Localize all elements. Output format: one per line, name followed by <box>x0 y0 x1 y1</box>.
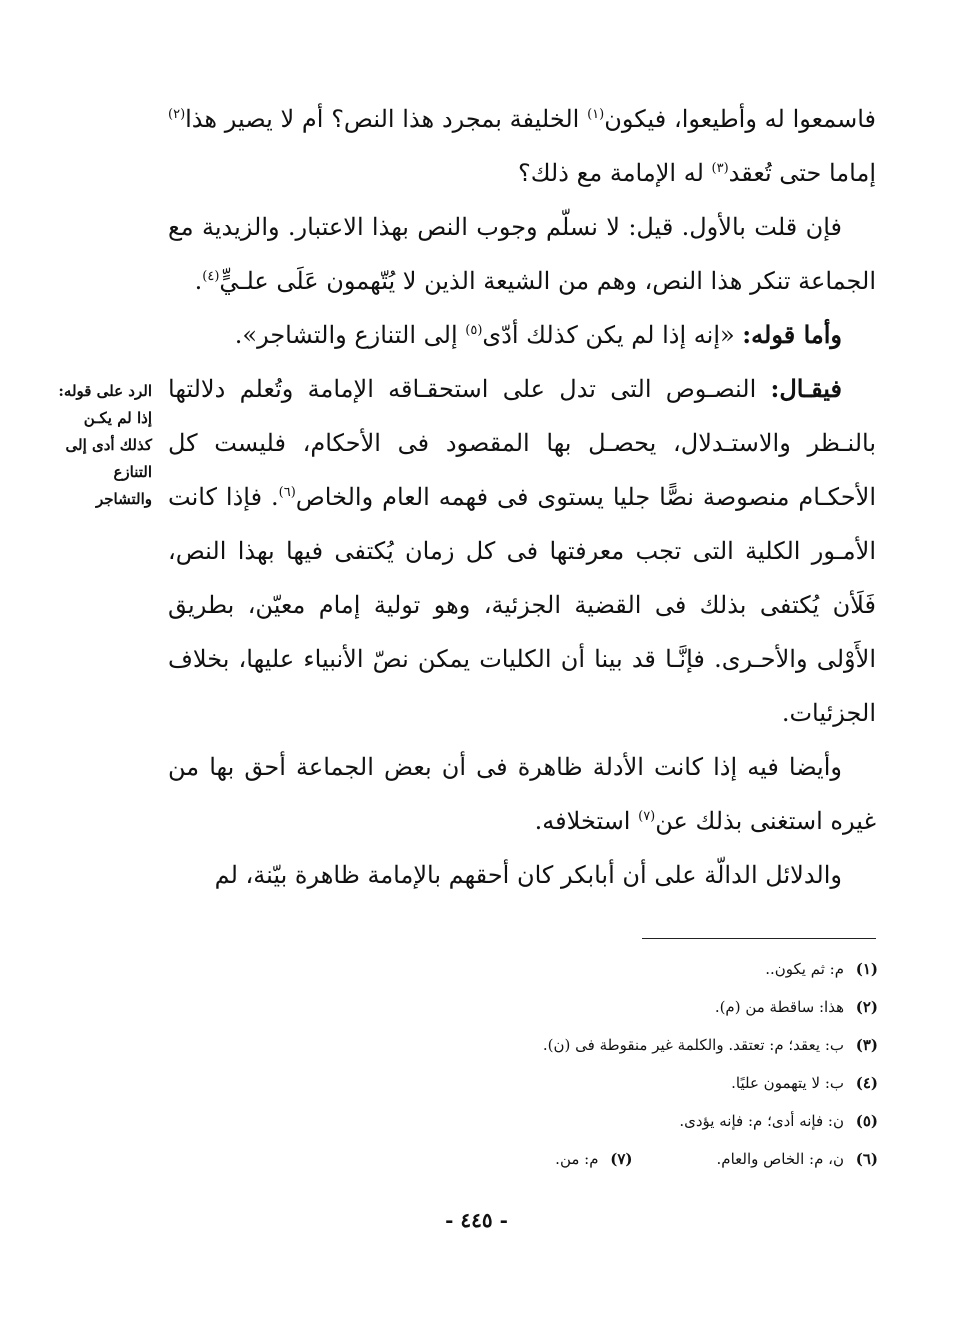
footnote-ref-5: (٥) <box>465 323 483 338</box>
margin-note-line: والتشاجر <box>95 490 152 508</box>
text-run: والدلائل الدالّة على أن أبابكر كان أحقهم بالإمامة ظاهرة بيّنة، لم <box>214 861 842 889</box>
footnote-7 <box>555 1140 632 1178</box>
text-run: . فإذا كانت الأمـور الكلية التى تجب معرفتها فى كل زمان يُكتفى فيها بهذا النص، فَلَأن يُكتفى بذلك فى القضية الجزئية، وهو تولية إمام معيّن، بطريق الأَوْلى والأحـرى. فإنَّـا قد بينا أن الكليات يمكن نصّ الأنبياء عليها، بخلاف الجزئيات. <box>168 483 876 727</box>
footnote-text: ب: لا يتهمون عليًا. <box>731 1074 844 1092</box>
text-run: إماما حتى تُعقد <box>728 159 876 187</box>
footnote-number: (٤) <box>855 1074 878 1092</box>
margin-note-line: التنازع <box>113 463 152 481</box>
footnote-text: م: من. <box>555 1150 599 1168</box>
footnote-text: هذا: ساقطة من (م). <box>714 998 844 1016</box>
paragraph-1 <box>168 92 876 200</box>
margin-note-line: الرد على قوله: <box>58 382 152 400</box>
footnotes <box>420 950 878 1178</box>
paragraph-5 <box>168 740 876 848</box>
footnote-ref-2: (٢) <box>168 107 186 122</box>
footnote-ref-1: (١) <box>587 107 605 122</box>
footnote-number: (٢) <box>855 998 878 1016</box>
footnote-text: ب: يعقد؛ م: تعتقد. والكلمة غير منقوطة فى (ن). <box>542 1036 844 1054</box>
footnote-number: (٦) <box>855 1150 878 1168</box>
margin-note-line: إذا لم يكـن <box>83 409 152 427</box>
paragraph-3 <box>168 308 876 362</box>
text-run: النصـوص التى تدل على استحقـاقه الإمامة وتُعلم دلالتها بالنـظر والاستـدلال، يحصـل بها المقصود فى الأحكام، فليست كل الأحكـام منصوصة نصًّا جليا يستوى فى فهمه العام والخاص <box>168 375 877 511</box>
paragraph-4 <box>168 362 876 740</box>
lead-phrase: وأما قوله: <box>742 320 842 349</box>
main-text <box>168 92 876 902</box>
margin-note <box>40 378 152 513</box>
footnote-5 <box>420 1102 878 1140</box>
text-run: فإن قلت بالأول. قيل: لا نسلّم وجوب النص بهذا الاعتبار. والزيدية مع الجماعة تنكر هذا النص، وهم من الشيعة الذين لا يُتّهمون عَلَى علـيٍّ <box>168 213 876 295</box>
footnote-3 <box>420 1026 878 1064</box>
margin-note-line: كذلك أدى إلى <box>65 436 152 454</box>
footnote-ref-4: (٤) <box>202 269 220 284</box>
footnote-text: م: ثم يكون.. <box>765 960 844 978</box>
text-run: إلى التنازع والتشاجر». <box>234 321 466 349</box>
footnote-ref-3: (٣) <box>711 161 729 176</box>
lead-phrase: فيقـال: <box>770 374 842 403</box>
footnote-text: ن، م: الخاص والعام. <box>716 1150 844 1168</box>
footnote-number: (١) <box>855 960 878 978</box>
footnote-4 <box>420 1064 878 1102</box>
text-run: له الإمامة مع ذلك؟ <box>517 159 712 187</box>
footnote-ref-7: (٧) <box>638 809 656 824</box>
footnote-6 <box>717 1140 878 1178</box>
page-number: - ٤٤٥ - <box>445 1208 508 1232</box>
text-run: استخلافه. <box>534 807 639 835</box>
footnote-1 <box>420 950 878 988</box>
footnote-divider <box>642 938 876 939</box>
footnote-number: (٧) <box>610 1150 633 1168</box>
footnote-row-6-7 <box>420 1140 878 1178</box>
footnote-number: (٣) <box>855 1036 878 1054</box>
footnote-number: (٥) <box>855 1112 878 1130</box>
text-run: فاسمعوا له وأطيعوا، فيكون <box>604 105 877 133</box>
footnote-2 <box>420 988 878 1026</box>
footnote-text: ن: فإنه أدى؛ م: فإنه يؤدى. <box>679 1112 844 1130</box>
paragraph-2 <box>168 200 876 308</box>
footnote-ref-6: (٦) <box>278 485 296 500</box>
text-run: «إنه إذا لم يكن كذلك أدّى <box>482 321 743 349</box>
text-run: وأيضا فيه إذا كانت الأدلة ظاهرة فى أن بعض الجماعة أحق بها من غيره استغنى بذلك عن <box>168 753 876 835</box>
paragraph-6 <box>168 848 876 902</box>
text-run: الخليفة بمجرد هذا النص؟ أم لا يصير هذا <box>185 105 588 133</box>
text-run: . <box>194 267 203 295</box>
